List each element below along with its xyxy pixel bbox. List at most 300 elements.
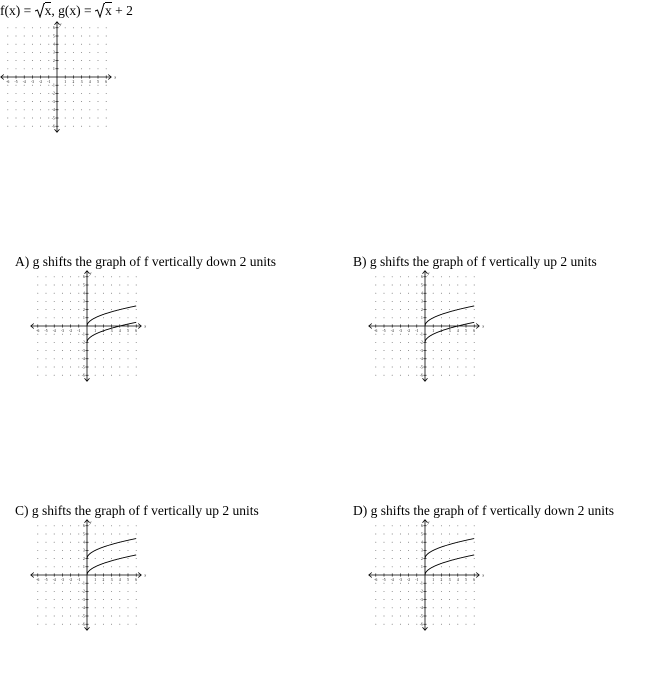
y-tick-label: 6	[83, 275, 85, 280]
x-tick-label: -2	[407, 578, 411, 583]
grid-dot	[46, 624, 47, 625]
grid-dot	[441, 591, 442, 592]
grid-dot	[449, 607, 450, 608]
grid-dot	[78, 285, 79, 286]
grid-dot	[70, 301, 71, 302]
grid-dot	[32, 101, 33, 102]
grid-dot	[128, 375, 129, 376]
grid-dot	[78, 550, 79, 551]
grid-dot	[128, 624, 129, 625]
grid-dot	[54, 624, 55, 625]
grid-dot	[111, 591, 112, 592]
grid-dot	[128, 276, 129, 277]
x-axis-label: x	[482, 572, 485, 578]
grid-dot	[106, 109, 107, 110]
grid-dot	[433, 591, 434, 592]
grid-dot	[392, 309, 393, 310]
grid-dot	[78, 624, 79, 625]
x-tick-label: 2	[72, 80, 75, 85]
grid-dot	[128, 583, 129, 584]
grid-dot	[24, 126, 25, 127]
x-tick-label: 6	[473, 329, 476, 334]
grid-dot	[392, 607, 393, 608]
grid-dot	[98, 68, 99, 69]
grid-dot	[95, 301, 96, 302]
grid-dot	[95, 558, 96, 559]
grid-dot	[474, 309, 475, 310]
grid-dot	[54, 285, 55, 286]
grid-dot	[103, 350, 104, 351]
grid-dot	[128, 309, 129, 310]
x-tick-label: 4	[118, 578, 121, 583]
grid-dot	[128, 317, 129, 318]
grid-dot	[103, 293, 104, 294]
function-curve	[425, 306, 474, 326]
grid-dot	[375, 285, 376, 286]
x-tick-label: -6	[374, 329, 378, 334]
grid-dot	[474, 358, 475, 359]
x-tick-label: 1	[432, 578, 435, 583]
grid-dot	[375, 525, 376, 526]
y-tick-label: 5	[421, 532, 423, 537]
grid-dot	[81, 85, 82, 86]
grid-dot	[70, 583, 71, 584]
grid-dot	[433, 293, 434, 294]
grid-dot	[466, 350, 467, 351]
grid-dot	[81, 126, 82, 127]
grid-dot	[400, 350, 401, 351]
sqrt-symbol-icon	[95, 2, 105, 18]
grid-dot	[81, 44, 82, 45]
grid-dot	[37, 558, 38, 559]
grid-dot	[466, 301, 467, 302]
x-tick-label: -1	[77, 578, 81, 583]
grid-dot	[119, 285, 120, 286]
grid-dot	[375, 534, 376, 535]
y-tick-label: 1	[421, 316, 423, 321]
grid-dot	[16, 60, 17, 61]
y-tick-label: -2	[81, 589, 85, 594]
grid-dot	[128, 599, 129, 600]
grid-dot	[73, 109, 74, 110]
grid-dot	[95, 616, 96, 617]
grid-dot	[457, 317, 458, 318]
grid-dot	[40, 118, 41, 119]
grid-dot	[408, 334, 409, 335]
grid-dot	[416, 525, 417, 526]
grid-dot	[73, 36, 74, 37]
x-tick-label: -6	[36, 329, 40, 334]
grid-dot	[441, 558, 442, 559]
grid-dot	[128, 607, 129, 608]
grid-dot	[375, 616, 376, 617]
grid-dot	[449, 591, 450, 592]
grid-dot	[54, 558, 55, 559]
grid-dot	[128, 301, 129, 302]
x-tick-label: -5	[44, 329, 48, 334]
grid-dot	[449, 558, 450, 559]
grid-dot	[62, 534, 63, 535]
grid-dot	[40, 36, 41, 37]
grid-dot	[111, 583, 112, 584]
grid-dot	[106, 93, 107, 94]
grid-dot	[111, 550, 112, 551]
grid-dot	[457, 334, 458, 335]
grid-dot	[48, 85, 49, 86]
grid-dot	[119, 566, 120, 567]
grid-dot	[375, 334, 376, 335]
y-tick-label: 2	[421, 307, 423, 312]
y-tick-label: -6	[51, 124, 55, 129]
grid-dot	[441, 607, 442, 608]
grid-dot	[400, 375, 401, 376]
grid-dot	[449, 342, 450, 343]
grid-dot	[136, 583, 137, 584]
grid-dot	[408, 558, 409, 559]
grid-dot	[98, 109, 99, 110]
grid-dot	[103, 624, 104, 625]
y-tick-label: -2	[419, 589, 423, 594]
grid-dot	[78, 317, 79, 318]
x-tick-label: -1	[415, 329, 419, 334]
grid-dot	[136, 550, 137, 551]
grid-dot	[136, 558, 137, 559]
grid-dot	[433, 342, 434, 343]
grid-dot	[62, 367, 63, 368]
grid-dot	[392, 342, 393, 343]
grid-dot	[433, 350, 434, 351]
grid-dot	[457, 566, 458, 567]
grid-dot	[32, 68, 33, 69]
grid-dot	[384, 276, 385, 277]
grid-dot	[128, 285, 129, 286]
x-axis-label: x	[482, 323, 485, 329]
grid-dot	[62, 293, 63, 294]
grid-dot	[111, 534, 112, 535]
grid-dot	[416, 607, 417, 608]
grid-dot	[466, 566, 467, 567]
grid-dot	[98, 85, 99, 86]
option-d-graph	[368, 518, 488, 636]
grid-dot	[65, 101, 66, 102]
grid-dot	[128, 367, 129, 368]
x-tick-label: 6	[135, 578, 138, 583]
grid-dot	[474, 607, 475, 608]
grid-dot	[416, 317, 417, 318]
grid-dot	[474, 566, 475, 567]
x-tick-label: 5	[127, 578, 129, 583]
grid-dot	[408, 285, 409, 286]
grid-dot	[54, 566, 55, 567]
grid-dot	[89, 36, 90, 37]
grid-dot	[416, 591, 417, 592]
grid-dot	[466, 276, 467, 277]
grid-dot	[441, 599, 442, 600]
option-c-letter: C)	[15, 503, 29, 518]
grid-dot	[98, 60, 99, 61]
grid-dot	[400, 550, 401, 551]
grid-dot	[98, 52, 99, 53]
grid-dot	[119, 350, 120, 351]
y-tick-label: -4	[81, 606, 85, 611]
y-axis-label: y	[89, 519, 92, 525]
grid-dot	[70, 550, 71, 551]
y-tick-label: -6	[419, 622, 423, 627]
grid-dot	[111, 566, 112, 567]
y-tick-label: 4	[53, 42, 55, 47]
grid-dot	[111, 375, 112, 376]
grid-dot	[111, 309, 112, 310]
grid-dot	[54, 583, 55, 584]
grid-dot	[103, 375, 104, 376]
x-tick-label: -3	[30, 80, 34, 85]
grid-dot	[408, 525, 409, 526]
grid-dot	[416, 367, 417, 368]
grid-dot	[24, 109, 25, 110]
grid-dot	[65, 118, 66, 119]
grid-dot	[7, 68, 8, 69]
grid-dot	[70, 317, 71, 318]
grid-dot	[433, 375, 434, 376]
grid-dot	[70, 624, 71, 625]
y-tick-label: 4	[421, 540, 423, 545]
grid-dot	[70, 334, 71, 335]
x-tick-label: -1	[415, 578, 419, 583]
grid-dot	[98, 44, 99, 45]
grid-dot	[46, 334, 47, 335]
grid-dot	[62, 624, 63, 625]
grid-dot	[95, 276, 96, 277]
grid-dot	[62, 285, 63, 286]
grid-dot	[62, 334, 63, 335]
x-axis-label: x	[114, 74, 117, 80]
y-tick-label: 5	[53, 34, 55, 39]
grid-dot	[62, 558, 63, 559]
grid-dot	[457, 375, 458, 376]
grid-dot	[474, 616, 475, 617]
grid-dot	[384, 534, 385, 535]
grid-dot	[457, 358, 458, 359]
grid-dot	[89, 126, 90, 127]
option-a-graph	[30, 269, 150, 387]
grid-dot	[95, 525, 96, 526]
grid-dot	[78, 334, 79, 335]
grid-dot	[400, 309, 401, 310]
grid-dot	[392, 558, 393, 559]
grid-dot	[466, 583, 467, 584]
grid-dot	[78, 367, 79, 368]
y-tick-label: 1	[83, 316, 85, 321]
grid-dot	[103, 525, 104, 526]
grid-dot	[37, 367, 38, 368]
grid-dot	[384, 558, 385, 559]
grid-dot	[449, 525, 450, 526]
grid-dot	[441, 542, 442, 543]
grid-dot	[474, 276, 475, 277]
y-tick-label: -3	[81, 348, 85, 353]
grid-dot	[32, 27, 33, 28]
grid-dot	[416, 285, 417, 286]
grid-dot	[466, 334, 467, 335]
x-axis-label: x	[144, 323, 147, 329]
option-a-letter: A)	[15, 254, 30, 269]
grid-dot	[433, 301, 434, 302]
y-tick-label: 1	[53, 67, 55, 72]
grid-dot	[54, 607, 55, 608]
grid-dot	[408, 583, 409, 584]
grid-dot	[433, 285, 434, 286]
grid-dot	[119, 367, 120, 368]
grid-dot	[106, 101, 107, 102]
grid-dot	[375, 358, 376, 359]
grid-dot	[65, 52, 66, 53]
grid-dot	[433, 616, 434, 617]
grid-dot	[384, 616, 385, 617]
grid-dot	[392, 542, 393, 543]
grid-dot	[441, 293, 442, 294]
x-tick-label: -6	[6, 80, 10, 85]
grid-dot	[392, 293, 393, 294]
g-suffix: + 2	[111, 3, 133, 18]
grid-dot	[54, 534, 55, 535]
grid-dot	[73, 52, 74, 53]
grid-dot	[457, 293, 458, 294]
option-c-graph	[30, 518, 150, 636]
grid-dot	[24, 93, 25, 94]
grid-dot	[98, 118, 99, 119]
grid-dot	[7, 85, 8, 86]
grid-dot	[95, 607, 96, 608]
grid-dot	[48, 27, 49, 28]
grid-dot	[466, 358, 467, 359]
grid-dot	[46, 350, 47, 351]
grid-dot	[136, 276, 137, 277]
grid-dot	[119, 301, 120, 302]
grid-dot	[103, 317, 104, 318]
grid-dot	[37, 358, 38, 359]
grid-dot	[375, 607, 376, 608]
grid-dot	[7, 126, 8, 127]
grid-dot	[16, 101, 17, 102]
grid-dot	[81, 101, 82, 102]
grid-dot	[40, 60, 41, 61]
grid-dot	[457, 350, 458, 351]
grid-dot	[466, 317, 467, 318]
grid-dot	[474, 293, 475, 294]
x-tick-label: -6	[374, 578, 378, 583]
y-tick-label: -5	[51, 116, 55, 121]
y-tick-label: 3	[53, 50, 55, 55]
y-tick-label: -3	[81, 597, 85, 602]
grid-dot	[441, 285, 442, 286]
grid-dot	[111, 358, 112, 359]
grid-dot	[78, 583, 79, 584]
grid-dot	[449, 566, 450, 567]
grid-dot	[111, 367, 112, 368]
grid-dot	[474, 624, 475, 625]
y-tick-label: -5	[81, 614, 85, 619]
y-tick-label: 4	[83, 540, 85, 545]
grid-dot	[474, 525, 475, 526]
grid-dot	[433, 599, 434, 600]
grid-dot	[48, 126, 49, 127]
grid-dot	[70, 525, 71, 526]
grid-dot	[408, 616, 409, 617]
grid-dot	[78, 542, 79, 543]
grid-dot	[466, 550, 467, 551]
x-tick-label: 3	[448, 329, 451, 334]
grid-dot	[65, 85, 66, 86]
grid-dot	[400, 367, 401, 368]
grid-dot	[433, 276, 434, 277]
grid-dot	[474, 550, 475, 551]
grid-dot	[70, 358, 71, 359]
grid-dot	[457, 342, 458, 343]
grid-dot	[54, 301, 55, 302]
grid-dot	[78, 599, 79, 600]
grid-dot	[136, 350, 137, 351]
y-tick-label: 6	[421, 524, 423, 529]
grid-dot	[62, 525, 63, 526]
grid-dot	[136, 342, 137, 343]
grid-dot	[48, 44, 49, 45]
grid-dot	[62, 317, 63, 318]
grid-dot	[40, 44, 41, 45]
x-axis-label: x	[144, 572, 147, 578]
function-curve	[87, 539, 136, 559]
y-axis-label: y	[89, 270, 92, 276]
grid-dot	[89, 44, 90, 45]
y-tick-label: 5	[421, 283, 423, 288]
grid-dot	[78, 525, 79, 526]
grid-dot	[62, 375, 63, 376]
grid-dot	[408, 309, 409, 310]
grid-dot	[111, 599, 112, 600]
grid-dot	[457, 599, 458, 600]
grid-dot	[103, 334, 104, 335]
grid-dot	[103, 616, 104, 617]
grid-dot	[474, 375, 475, 376]
grid-dot	[400, 534, 401, 535]
grid-dot	[466, 624, 467, 625]
function-curve	[87, 555, 136, 575]
grid-dot	[37, 566, 38, 567]
grid-dot	[46, 317, 47, 318]
y-tick-label: -4	[81, 357, 85, 362]
grid-dot	[81, 118, 82, 119]
x-tick-label: -5	[14, 80, 18, 85]
grid-dot	[449, 616, 450, 617]
x-tick-label: 6	[105, 80, 108, 85]
x-tick-label: -5	[382, 578, 386, 583]
grid-dot	[433, 309, 434, 310]
grid-dot	[433, 367, 434, 368]
grid-dot	[78, 342, 79, 343]
grid-dot	[136, 616, 137, 617]
grid-dot	[54, 334, 55, 335]
y-tick-label: 2	[83, 307, 85, 312]
grid-dot	[65, 109, 66, 110]
grid-dot	[7, 52, 8, 53]
grid-dot	[466, 342, 467, 343]
grid-dot	[449, 293, 450, 294]
grid-dot	[400, 607, 401, 608]
grid-dot	[103, 558, 104, 559]
grid-dot	[128, 534, 129, 535]
grid-dot	[7, 101, 8, 102]
grid-dot	[62, 358, 63, 359]
grid-dot	[474, 542, 475, 543]
